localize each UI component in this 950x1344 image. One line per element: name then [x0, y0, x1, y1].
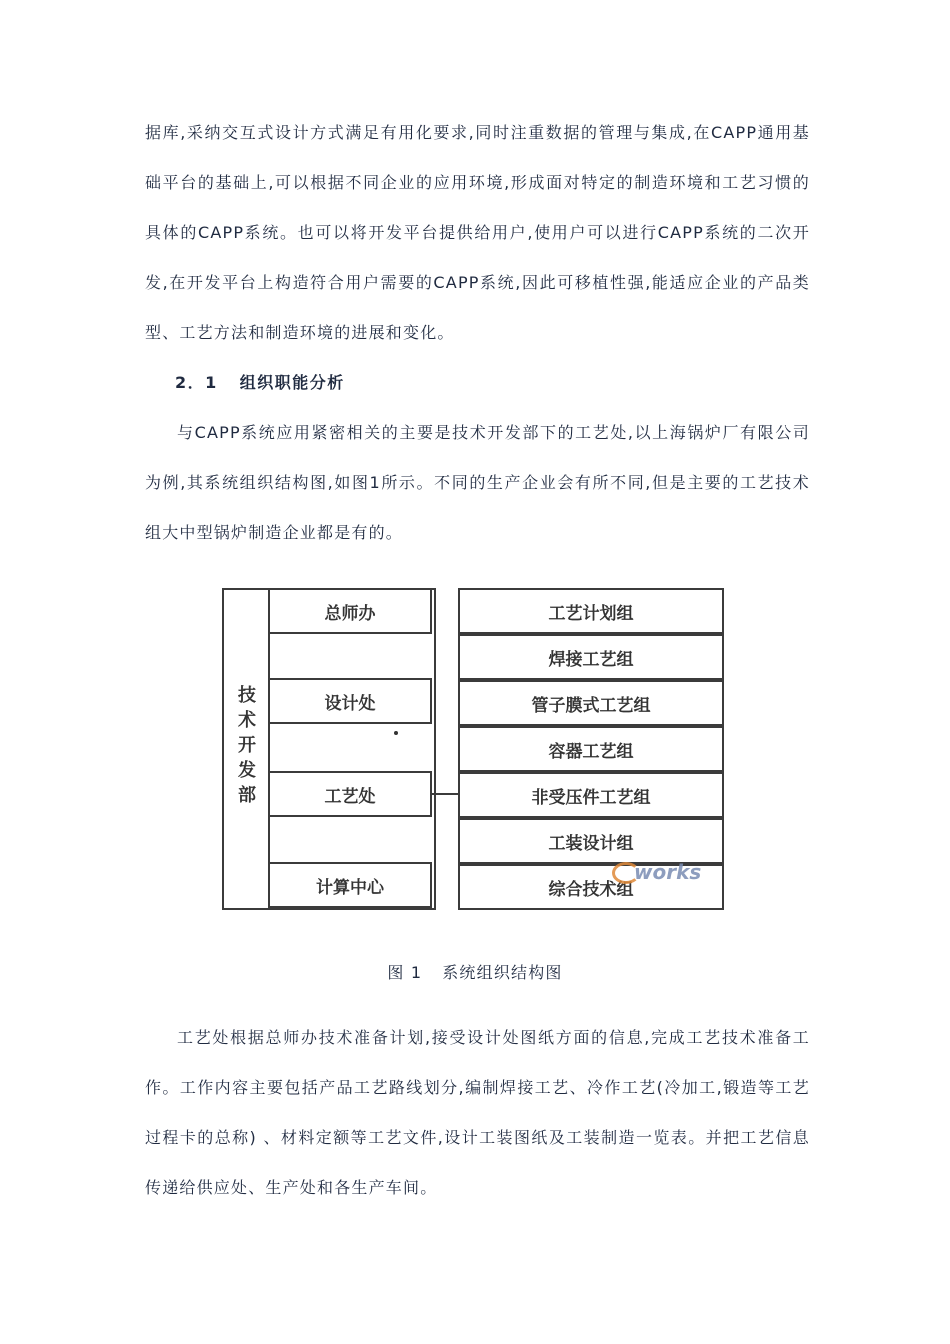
paragraph-org-intro: 与CAPP系统应用紧密相关的主要是技术开发部下的工艺处,以上海锅炉厂有限公司为例,其系统组织结构图,如图1所示。不同的生产企业会有所不同,但是主要的工艺技术组大中型锅炉制造企业都是有的。	[145, 423, 810, 542]
group-box: 非受压件工艺组	[458, 772, 724, 818]
stray-dot	[394, 731, 398, 735]
section-heading	[145, 358, 810, 408]
group-box: 焊接工艺组	[458, 634, 724, 680]
watermark-logo	[612, 858, 704, 888]
paragraph-process-duties: 工艺处根据总师办技术准备计划,接受设计处图纸方面的信息,完成工艺技术准备工作。工作内容主要包括产品工艺路线划分,编制焊接工艺、冷作工艺(冷加工,锻造等工艺过程卡的总称) 、材料定额等工艺文件,设计工装图纸及工装制造一览表。并把工艺信息传递给供应处、生产处和各生产车间。	[145, 1028, 810, 1197]
group-box: 工艺计划组	[458, 588, 724, 634]
figure-caption	[0, 960, 950, 983]
figure-caption-number: 图 1	[387, 963, 423, 982]
group-box: 管子膜式工艺组	[458, 680, 724, 726]
group-box: 容器工艺组	[458, 726, 724, 772]
dept-box-computing-center: 计算中心	[268, 862, 432, 908]
document-body-top	[145, 108, 810, 558]
section-title: 组织职能分析	[239, 373, 345, 392]
root-department-label	[232, 683, 262, 808]
figure-caption-title: 系统组织结构图	[442, 963, 563, 982]
dept-box-chief-engineer-office: 总师办	[268, 588, 432, 634]
paragraph-intro: 据库,采纳交互式设计方式满足有用化要求,同时注重数据的管理与集成,在CAPP通用基础平台的基础上,可以根据不同企业的应用环境,形成面对特定的制造环境和工艺习惯的具体的CAPP系统。也可以将开发平台提供给用户,使用户可以进行CAPP系统的二次开发,在开发平台上构造符合用户需要的CAPP系统,因此可移植性强,能适应企业的产品类型、工艺方法和制造环境的进展和变化。	[145, 123, 810, 342]
org-chart-figure	[222, 588, 727, 913]
document-body-bottom	[145, 1013, 810, 1213]
connector-line	[432, 793, 460, 795]
group-box: 工装设计组	[458, 818, 724, 864]
dept-box-process: 工艺处	[268, 771, 432, 817]
group-box: 综合技术组	[458, 864, 724, 910]
root-label-char: 部	[238, 785, 256, 806]
root-label-char: 术	[238, 710, 256, 731]
dept-box-design: 设计处	[268, 678, 432, 724]
root-label-char: 发	[238, 760, 256, 781]
root-label-char: 开	[238, 735, 256, 756]
section-number: 2．1	[175, 373, 218, 392]
root-label-char: 技	[238, 685, 256, 706]
watermark-text: works	[634, 860, 702, 884]
